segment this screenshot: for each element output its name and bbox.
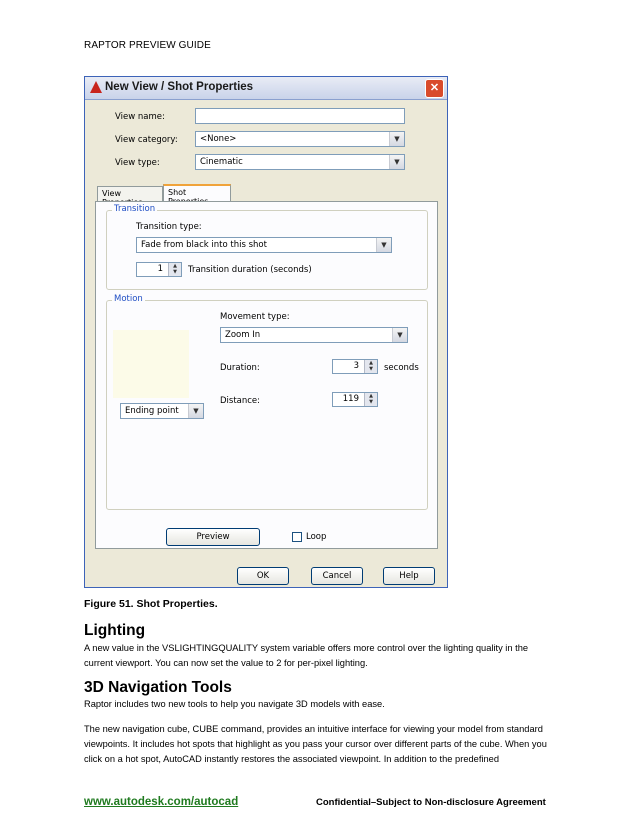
movement-type-select[interactable] — [220, 327, 408, 343]
motion-group-label: Motion — [114, 294, 143, 304]
view-type-value: Cinematic — [200, 157, 243, 167]
transition-duration-value: 1 — [157, 264, 163, 274]
paragraph: The new navigation cube, CUBE command, provides an intuitive interface for viewing your model from standard viewpoints. It includes hot spots that highlight as you pass your cursor over different parts of the cube. When you click on a hot spot, AutoCAD instantly restores the associated viewpoint. In addition to the predefined — [84, 724, 547, 764]
movement-type-label: Movement type: — [220, 312, 290, 322]
transition-group-label: Transition — [114, 204, 156, 214]
motion-duration-value: 3 — [353, 361, 359, 371]
transition-type-select[interactable] — [136, 237, 392, 253]
loop-label: Loop — [306, 532, 327, 542]
chevron-down-icon[interactable]: ▼ — [392, 328, 407, 342]
view-category-label: View category: — [115, 135, 178, 145]
transition-duration-label: Transition duration (seconds) — [188, 265, 312, 275]
transition-type-value: Fade from black into this shot — [141, 240, 267, 250]
chevron-down-icon[interactable]: ▼ — [389, 132, 404, 146]
preview-button[interactable]: Preview — [166, 528, 260, 546]
section-heading: 3D Navigation Tools — [84, 679, 232, 696]
view-type-select[interactable] — [195, 154, 405, 170]
spin-arrows-icon[interactable]: ▲ ▼ — [364, 393, 377, 406]
cancel-button[interactable]: Cancel — [311, 567, 363, 585]
footer-link[interactable]: www.autodesk.com/autocad — [84, 796, 239, 808]
shot-properties-dialog — [84, 76, 448, 588]
app-logo-icon — [90, 81, 102, 93]
transition-type-label: Transition type: — [136, 222, 202, 232]
ok-button[interactable]: OK — [237, 567, 289, 585]
tab-shot-properties[interactable]: Shot — [163, 184, 231, 201]
spin-arrows-icon[interactable]: ▲ ▼ — [364, 360, 377, 373]
section-heading: Lighting — [84, 622, 146, 639]
motion-preview-area — [113, 330, 189, 398]
figure-caption: Figure 51. Shot Properties. — [84, 598, 218, 610]
distance-stepper[interactable] — [332, 392, 378, 407]
shot-properties-panel — [95, 201, 438, 549]
transition-duration-stepper[interactable] — [136, 262, 182, 277]
distance-value: 119 — [342, 394, 359, 404]
loop-checkbox[interactable] — [292, 532, 302, 542]
running-header: RAPTOR PREVIEW GUIDE — [84, 40, 211, 51]
tab-view-properties[interactable]: View — [97, 186, 163, 201]
chevron-down-icon[interactable]: ▼ — [188, 404, 203, 418]
paragraph: Raptor includes two new tools to help you navigate 3D models with ease. — [84, 699, 385, 709]
distance-label: Distance: — [220, 396, 261, 406]
point-select[interactable] — [120, 403, 204, 419]
dialog-title: New View / Shot Properties — [105, 81, 254, 93]
movement-type-value: Zoom In — [225, 330, 261, 340]
paragraph: A new value in the VSLIGHTINGQUALITY system variable offers more control over the lighting quality in the current viewport. You can now set the value to 2 for per-pixel lighting. — [84, 643, 529, 668]
chevron-down-icon[interactable]: ▼ — [376, 238, 391, 252]
motion-duration-stepper[interactable] — [332, 359, 378, 374]
dialog-titlebar — [85, 77, 447, 100]
help-button[interactable]: Help — [383, 567, 435, 585]
point-value: Ending point — [125, 406, 179, 416]
motion-duration-label: Duration: — [220, 363, 260, 373]
view-name-label: View name: — [115, 112, 165, 122]
confidential-notice: Confidential–Subject to Non-disclosure Agreement — [316, 797, 546, 808]
view-category-value: <None> — [200, 134, 237, 144]
view-category-select[interactable] — [195, 131, 405, 147]
chevron-down-icon[interactable]: ▼ — [389, 155, 404, 169]
view-name-field[interactable] — [195, 108, 405, 124]
view-type-label: View type: — [115, 158, 160, 168]
spin-arrows-icon[interactable]: ▲ ▼ — [168, 263, 181, 276]
motion-duration-unit: seconds — [384, 363, 419, 373]
close-icon[interactable]: ✕ — [425, 79, 444, 98]
